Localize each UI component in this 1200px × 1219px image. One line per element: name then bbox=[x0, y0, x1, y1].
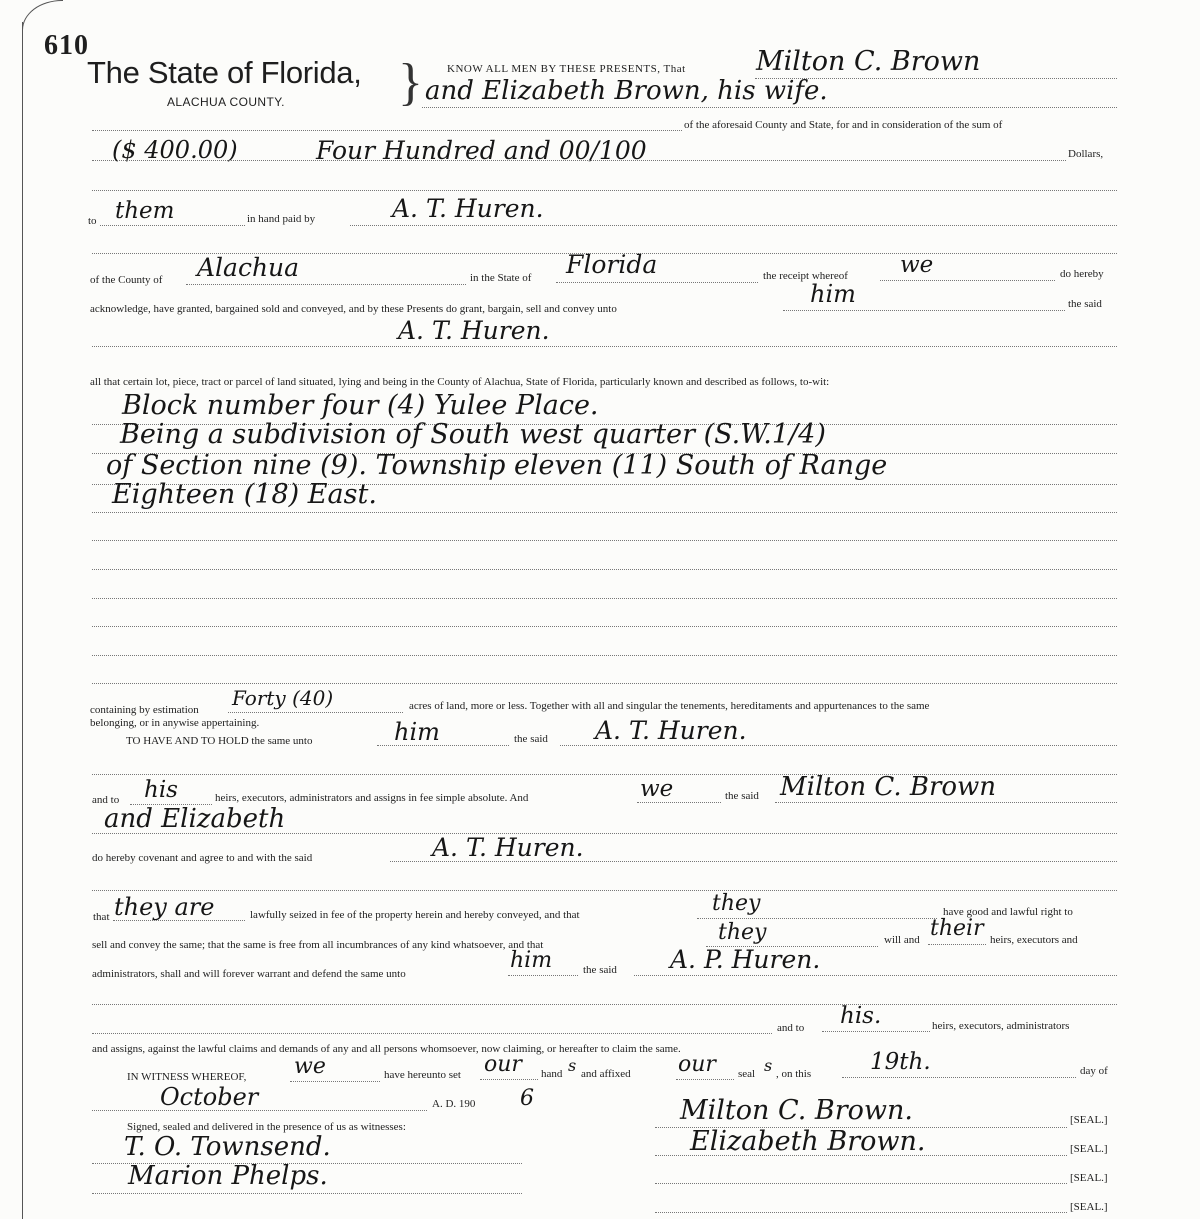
grantor-name-2: and Elizabeth Brown, his wife. bbox=[425, 76, 828, 106]
witness-we-value: we bbox=[294, 1054, 326, 1079]
description-line-3: of Section nine (9). Township eleven (11) South of Range bbox=[106, 450, 888, 481]
lawfully-text: lawfully seized in fee of the property herein and hereby conveyed, and that bbox=[250, 909, 580, 921]
and-affixed-text: and affixed bbox=[581, 1068, 631, 1080]
line-blank-4 bbox=[92, 890, 1117, 891]
day-of-text: day of bbox=[1080, 1065, 1108, 1077]
county-value: Alachua bbox=[197, 253, 300, 282]
heirs-exec-text: heirs, executors, administrators and assigns in fee simple absolute. And bbox=[215, 792, 529, 804]
line-hold-unto bbox=[377, 745, 509, 746]
state-value: Florida bbox=[566, 250, 658, 279]
line-defend-unto bbox=[508, 975, 578, 976]
grantor-name-1: Milton C. Brown bbox=[756, 46, 981, 77]
and-to-2-text: and to bbox=[777, 1022, 805, 1034]
line-desc-9 bbox=[92, 655, 1117, 656]
line-grantee bbox=[92, 346, 1117, 347]
on-this-text: , on this bbox=[776, 1068, 812, 1080]
grantee-value: A. T. Huren. bbox=[398, 316, 550, 345]
line-desc-4 bbox=[92, 512, 1117, 513]
to-text: to bbox=[88, 215, 97, 227]
signature-1: Milton C. Brown. bbox=[680, 1095, 913, 1126]
line-to-whom bbox=[100, 225, 245, 226]
line-day bbox=[842, 1077, 1076, 1078]
signature-2: Elizabeth Brown. bbox=[690, 1126, 926, 1157]
covenant-with-value: A. T. Huren. bbox=[432, 833, 584, 862]
county-name: ALACHUA COUNTY. bbox=[167, 95, 285, 109]
line-desc-7 bbox=[92, 598, 1117, 599]
hand-s-value: s bbox=[568, 1056, 577, 1075]
will-and-their-value: their bbox=[930, 916, 984, 941]
receipt-whereof-text: the receipt whereof bbox=[763, 270, 848, 282]
to-whom-value: them bbox=[115, 198, 175, 224]
line-acreage bbox=[228, 712, 403, 713]
seal-mark-2: [SEAL.] bbox=[1070, 1143, 1108, 1155]
covenant-text: do hereby covenant and agree to and with the said bbox=[92, 852, 313, 864]
heirs-exec-and-text: heirs, executors and bbox=[990, 934, 1078, 946]
line-receipt bbox=[880, 280, 1055, 281]
description-line-4: Eighteen (18) East. bbox=[112, 479, 377, 510]
line-desc-6 bbox=[92, 569, 1117, 570]
affixed-our-value: our bbox=[678, 1052, 716, 1077]
and-that-they-2-value: they bbox=[718, 920, 767, 945]
description-line-2: Being a subdivision of South west quarter (S.W.1/4) bbox=[120, 419, 826, 450]
brace-glyph: } bbox=[398, 54, 423, 111]
ad-text: A. D. 190 bbox=[432, 1098, 476, 1110]
state-title: The State of Florida, bbox=[87, 55, 362, 90]
have-hereunto-text: have hereunto set bbox=[384, 1069, 461, 1081]
line-and-we bbox=[637, 802, 721, 803]
line-county bbox=[186, 284, 466, 285]
hold-unto-value: him bbox=[394, 718, 440, 746]
line-and-that-they bbox=[697, 918, 937, 919]
line-aforesaid bbox=[92, 130, 682, 131]
the-said-3-text: the said bbox=[725, 790, 759, 802]
that-they-are-value: they are bbox=[114, 893, 215, 921]
containing-text: containing by estimation bbox=[90, 704, 199, 716]
seal-s-value: s bbox=[764, 1056, 773, 1075]
paid-by-value: A. T. Huren. bbox=[392, 194, 544, 223]
sum-figure: ($ 400.00) bbox=[112, 136, 238, 164]
line-witness-2 bbox=[92, 1193, 522, 1194]
sum-words: Four Hundred and 00/100 bbox=[316, 136, 647, 165]
dollars-text: Dollars, bbox=[1068, 148, 1104, 160]
line-defend-grantee bbox=[634, 975, 1117, 976]
seal-mark-3: [SEAL.] bbox=[1070, 1172, 1108, 1184]
acknowledge-text: acknowledge, have granted, bargained sold and conveyed, and by these Presents do grant, bargain, sell and convey unto bbox=[90, 303, 617, 315]
signed-sealed-text: Signed, sealed and delivered in the presence of us as witnesses: bbox=[127, 1121, 406, 1133]
line-covenantor-2 bbox=[92, 833, 1117, 834]
do-hereby-text: do hereby bbox=[1060, 268, 1104, 280]
in-state-text: in the State of bbox=[470, 272, 532, 284]
the-said-2-text: the said bbox=[514, 733, 548, 745]
line-signature-2 bbox=[655, 1155, 1067, 1156]
line-and-to-his bbox=[822, 1031, 930, 1032]
belonging-text: belonging, or in anywise appertaining. bbox=[90, 717, 260, 729]
witness-2-value: Marion Phelps. bbox=[128, 1161, 328, 1191]
and-to-text: and to bbox=[92, 794, 120, 806]
line-state bbox=[556, 282, 758, 283]
line-set-our bbox=[480, 1079, 538, 1080]
line-signature-4 bbox=[655, 1212, 1067, 1213]
line-they-are bbox=[113, 920, 245, 921]
to-have-text: TO HAVE AND TO HOLD the same unto bbox=[126, 735, 313, 747]
line-affixed-our bbox=[676, 1079, 734, 1080]
and-to-pronoun: his bbox=[144, 777, 178, 803]
hand-text: hand bbox=[541, 1068, 563, 1080]
line-paid-by bbox=[350, 225, 1117, 226]
will-and-text: will and bbox=[884, 934, 920, 946]
defend-grantee-value: A. P. Huren. bbox=[670, 945, 821, 974]
all-that-certain-text: all that certain lot, piece, tract or parcel of land situated, lying and being in the County of Alachua, State of Florida, particularly known and described as follows, to-wit: bbox=[90, 376, 830, 388]
and-we-value: we bbox=[640, 776, 674, 802]
line-desc-10 bbox=[92, 683, 1117, 684]
aforesaid-text: of the aforesaid County and State, for and in consideration of the sum of bbox=[684, 119, 1003, 131]
line-desc-8 bbox=[92, 626, 1117, 627]
acres-text: acres of land, more or less. Together with all and singular the tenements, hereditaments and appurtenances to the same bbox=[409, 700, 930, 712]
administrators-text: administrators, shall and will forever warrant and defend the same unto bbox=[92, 968, 406, 980]
and-that-they-value: they bbox=[712, 891, 761, 916]
line-witness-we bbox=[290, 1081, 380, 1082]
seal-text: seal bbox=[738, 1068, 756, 1080]
month-value: October bbox=[160, 1083, 259, 1111]
and-assigns-text: and assigns, against the lawful claims and demands of any and all persons whomsoever, now claiming, or hereafter to claim the same. bbox=[92, 1043, 681, 1055]
witness-1-value: T. O. Townsend. bbox=[124, 1132, 331, 1162]
convey-unto-value: him bbox=[810, 280, 856, 308]
line-hold-grantee bbox=[560, 745, 1117, 746]
year-digit-value: 6 bbox=[520, 1086, 534, 1111]
set-our-value: our bbox=[484, 1052, 522, 1077]
covenantor-1-value: Milton C. Brown bbox=[780, 772, 997, 802]
acreage-value: Forty (40) bbox=[232, 686, 334, 710]
description-line-1: Block number four (4) Yulee Place. bbox=[122, 390, 599, 421]
hold-grantee-value: A. T. Huren. bbox=[595, 716, 747, 745]
line-month bbox=[92, 1110, 427, 1111]
line-blank-1 bbox=[92, 190, 1117, 191]
defend-unto-value: him bbox=[510, 948, 553, 973]
covenantor-2-value: and Elizabeth bbox=[104, 804, 286, 834]
of-county-text: of the County of bbox=[90, 274, 163, 286]
line-grantor-2 bbox=[422, 107, 1117, 108]
seal-mark-1: [SEAL.] bbox=[1070, 1114, 1108, 1126]
line-their bbox=[928, 944, 986, 945]
line-covenant-with bbox=[390, 861, 1117, 862]
and-to-his-value: his. bbox=[840, 1003, 882, 1029]
in-witness-text: IN WITNESS WHEREOF, bbox=[127, 1071, 247, 1083]
receipt-by-value: we bbox=[900, 252, 934, 278]
sell-convey-text: sell and convey the same; that the same is free from all incumbrances of any kind whatsoever, and that bbox=[92, 939, 544, 951]
day-value: 19th. bbox=[870, 1049, 931, 1075]
in-hand-paid-text: in hand paid by bbox=[247, 213, 316, 225]
that-text: that bbox=[93, 911, 110, 923]
line-signature-3 bbox=[655, 1183, 1067, 1184]
line-sum bbox=[92, 160, 1066, 161]
page-number: 610 bbox=[44, 30, 89, 61]
line-blank-5 bbox=[92, 1004, 1117, 1005]
seal-mark-4: [SEAL.] bbox=[1070, 1201, 1108, 1213]
page-border-left bbox=[22, 22, 23, 1219]
line-convey-unto bbox=[783, 310, 1065, 311]
the-said-4-text: the said bbox=[583, 964, 617, 976]
line-blank-6 bbox=[92, 1033, 772, 1034]
line-covenantor-1 bbox=[775, 802, 1117, 803]
line-desc-5 bbox=[92, 540, 1117, 541]
heirs-exec-admin-text: heirs, executors, administrators bbox=[932, 1020, 1070, 1032]
know-all-men-text: KNOW ALL MEN BY THESE PRESENTS, That bbox=[447, 63, 686, 75]
page-border-curve bbox=[22, 0, 63, 31]
the-said-text: the said bbox=[1068, 298, 1102, 310]
have-good-text: have good and lawful right to bbox=[943, 906, 1073, 918]
